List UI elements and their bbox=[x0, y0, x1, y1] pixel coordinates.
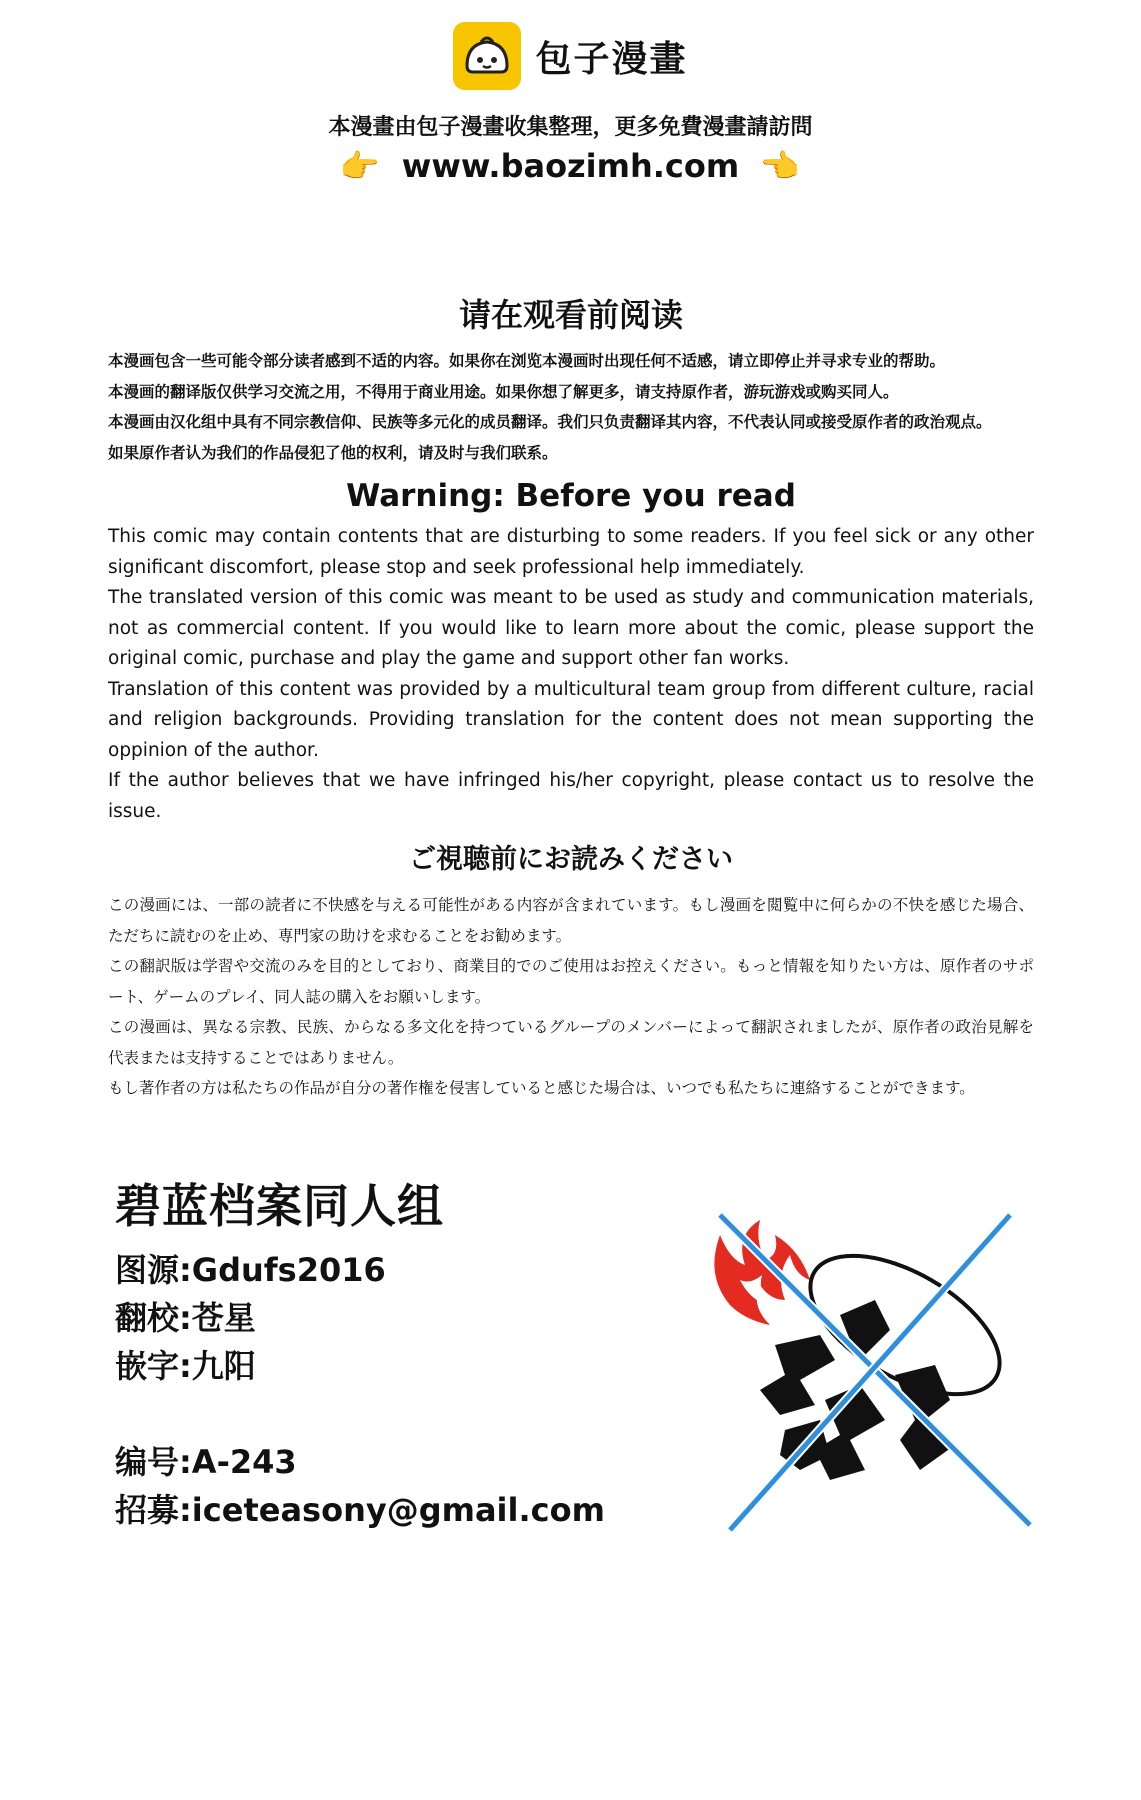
jp-notice-paragraph: この翻訳版は学習や交流のみを目的としており、商業目的でのご使用はお控えください。もっと情報を知りたい方は、原作者のサポート、ゲームのプレイ、同人誌の購入をお願いします。 bbox=[108, 957, 1034, 1006]
jp-notice-title: ご視聴前にお読みください bbox=[409, 844, 733, 875]
credit-recruit-email[interactable]: 招募:iceteasony@gmail.com bbox=[115, 1491, 605, 1529]
credits-block bbox=[115, 1170, 605, 1534]
emblem-svg bbox=[700, 1205, 1050, 1535]
jp-notice-paragraph: もし著作者の方は私たちの作品が自分の著作権を侵害していると感じた場合は、いつでも私たちに連絡することができます。 bbox=[108, 1079, 975, 1097]
brand-url-row bbox=[340, 147, 801, 185]
cn-notice-line: 本漫画包含一些可能令部分读者感到不适的内容。如果你在浏览本漫画时出现任何不适感，请立即停止并寻求专业的帮助。 bbox=[108, 352, 946, 370]
jp-notice-paragraph: この漫画は、異なる宗教、民族、からなる多文化を持つているグループのメンバーによって翻訳されましたが、原作者の政治見解を代表または支持することではありません。 bbox=[108, 1018, 1034, 1067]
bun-logo-svg bbox=[453, 22, 521, 90]
credit-number: 编号:A-243 bbox=[115, 1443, 297, 1481]
flame-icon bbox=[714, 1220, 810, 1325]
jp-notice-paragraph: この漫画には、一部の読者に不快感を与える可能性がある内容が含まれています。もし漫画を閲覧中に何らかの不快を感じた場合、ただちに読むのを止め、専門家の助けを求むることをお勧めます。 bbox=[108, 896, 1034, 945]
credit-translator: 翻校:苍星 bbox=[115, 1299, 256, 1337]
en-notice-paragraph: If the author believes that we have infringed his/her copyright, please contact us to resolve the issue. bbox=[108, 770, 1034, 822]
en-notice-paragraph: This comic may contain contents that are disturbing to some readers. If you feel sick or any other significant discomfort, please stop and seek professional help immediately. bbox=[108, 526, 1034, 578]
gear-piece bbox=[760, 1335, 835, 1415]
credit-typesetter: 嵌字:九阳 bbox=[115, 1347, 256, 1385]
brand-name: 包子漫畫 bbox=[535, 38, 688, 80]
brand-row bbox=[453, 22, 687, 90]
group-name: 碧蓝档案同人组 bbox=[115, 1179, 444, 1233]
pointing-hand-left-icon: 👉 bbox=[761, 147, 802, 185]
credit-source: 图源:Gdufs2016 bbox=[115, 1251, 386, 1289]
pointing-hand-right-icon: 👉 bbox=[339, 147, 380, 185]
bun-logo-icon bbox=[453, 22, 521, 90]
site-url-link[interactable]: www.baozimh.com bbox=[401, 147, 740, 185]
group-emblem-icon bbox=[700, 1205, 1050, 1535]
site-banner bbox=[0, 22, 1141, 185]
cn-notice-line: 本漫画由汉化组中具有不同宗教信仰、民族等多元化的成员翻译。我们只负责翻译其内容，不代表认同或接受原作者的政治观点。 bbox=[108, 413, 992, 431]
disclaimer-section bbox=[108, 290, 1034, 1104]
en-notice-title: Warning: Before you read bbox=[346, 478, 796, 514]
cn-notice-line: 本漫画的翻译版仅供学习交流之用，不得用于商业用途。如果你想了解更多，请支持原作者，游玩游戏或购买同人。 bbox=[108, 382, 899, 401]
en-notice-paragraph: Translation of this content was provided by a multicultural team group from different culture, racial and religion backgrounds. Providing translation for the content does not mean supporting the oppinion of the author. bbox=[108, 678, 1034, 761]
en-notice-paragraph: The translated version of this comic was meant to be used as study and communication materials, not as commercial content. If you would like to learn more about the comic, please support the original comic, purchase and play the game and support other fan works. bbox=[108, 587, 1034, 669]
cn-notice-title: 请在观看前阅读 bbox=[458, 296, 683, 334]
cn-notice-line: 如果原作者认为我们的作品侵犯了他的权利，请及时与我们联系。 bbox=[108, 443, 558, 462]
brand-subtitle: 本漫畫由包子漫畫收集整理，更多免費漫畫請訪問 bbox=[328, 115, 813, 140]
credits-spacer bbox=[115, 1390, 605, 1438]
